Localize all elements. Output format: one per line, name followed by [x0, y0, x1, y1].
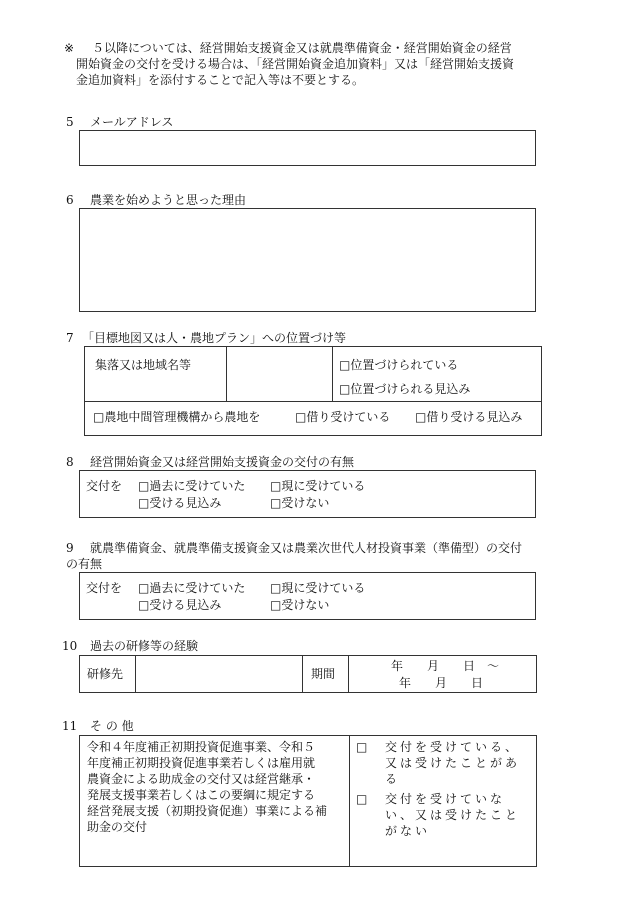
- prep-grant-option-expected[interactable]: □受ける見込み: [138, 598, 222, 612]
- section-11-number: 11: [62, 719, 78, 733]
- other-left-line: 令和４年度補正初期投資促進事業、令和５: [87, 740, 316, 754]
- other-left-line: 農資金による助成金の交付又は経営継承・: [87, 772, 316, 786]
- training-period-start[interactable]: 年 月 日 ～: [391, 659, 500, 673]
- other-left-line: 助金の交付: [87, 820, 148, 834]
- lease-option-leasing[interactable]: □借り受けている: [295, 410, 391, 424]
- training-table-divider: [135, 656, 136, 692]
- area-label: 集落又は地域名等: [95, 358, 192, 372]
- training-table: [79, 655, 537, 693]
- other-checkbox-received[interactable]: □: [356, 740, 368, 754]
- other-option-received: [385, 739, 520, 787]
- section-9-number: 9: [66, 541, 74, 555]
- plan-table-divider: [85, 401, 541, 402]
- prep-grant-option-none[interactable]: □受けない: [270, 598, 330, 612]
- note-line-1: ５以降については、経営開始支援資金又は就農準備資金・経営開始資金の経営: [92, 41, 512, 55]
- plan-table-divider: [226, 347, 227, 401]
- grant-status-box: [79, 470, 536, 518]
- plan-option-positioned[interactable]: □位置づけられている: [339, 358, 459, 372]
- reason-field[interactable]: [79, 208, 536, 312]
- training-period-label: 期間: [311, 667, 336, 681]
- plan-table: [84, 346, 542, 436]
- section-11-title: そ の 他: [90, 719, 134, 733]
- training-destination-label: 研修先: [87, 667, 124, 681]
- farmland-bank-label[interactable]: □農地中間管理機構から農地を: [93, 410, 261, 424]
- section-10-title: 過去の研修等の経験: [90, 639, 199, 653]
- prep-grant-status-label: 交付を: [86, 581, 123, 595]
- prep-grant-option-past[interactable]: □過去に受けていた: [138, 581, 246, 595]
- note-mark: ※: [64, 41, 75, 55]
- other-option-line: がない: [385, 824, 431, 838]
- section-9-title-line-1: 就農準備資金、就農準備支援資金又は農業次世代人材投資事業（準備型）の交付: [90, 541, 523, 555]
- training-table-divider: [302, 656, 303, 692]
- other-left-line: 経営発展支援（初期投資促進）事業による補: [87, 804, 328, 818]
- other-checkbox-not-received[interactable]: □: [356, 792, 368, 806]
- grant-status-label: 交付を: [86, 479, 123, 493]
- section-6-number: 6: [66, 193, 74, 207]
- section-7-title: 「目標地図又は人・農地プラン」への位置づけ等: [82, 331, 347, 345]
- other-table-divider: [349, 736, 350, 866]
- grant-option-current[interactable]: □現に受けている: [270, 479, 366, 493]
- other-option-not-received: [385, 791, 520, 839]
- other-option-line: 交付を受けていな: [385, 792, 506, 806]
- grant-option-expected[interactable]: □受ける見込み: [138, 496, 222, 510]
- plan-option-expected[interactable]: □位置づけられる見込み: [339, 382, 471, 396]
- plan-table-divider: [332, 347, 333, 401]
- other-left-line: 年度補正初期投資促進事業若しくは雇用就: [87, 756, 316, 770]
- section-8-number: 8: [66, 455, 74, 469]
- other-option-line: 又は受けたことがあ: [385, 756, 521, 770]
- other-table: [79, 735, 537, 867]
- note-line-2: 開始資金の交付を受ける場合は、「経営開始資金追加資料」又は「経営開始支援資: [76, 57, 515, 71]
- training-period-end[interactable]: 年 月 日: [399, 676, 484, 690]
- section-9-title-line-2: の有無: [66, 557, 103, 571]
- other-left-text: [87, 739, 349, 835]
- section-5-number: 5: [66, 115, 74, 129]
- section-5-title: メールアドレス: [90, 115, 174, 129]
- prep-grant-status-box: [79, 572, 536, 620]
- training-table-divider: [348, 656, 349, 692]
- note-line-3: 金追加資料」を添付することで記入等は不要とする。: [76, 73, 365, 87]
- section-10-number: 10: [62, 639, 78, 653]
- grant-option-past[interactable]: □過去に受けていた: [138, 479, 246, 493]
- section-6-title: 農業を始めようと思った理由: [90, 193, 247, 207]
- prep-grant-option-current[interactable]: □現に受けている: [270, 581, 366, 595]
- lease-option-expected[interactable]: □借り受ける見込み: [415, 410, 523, 424]
- other-option-line: る: [385, 772, 401, 786]
- section-7-number: 7: [66, 331, 74, 345]
- other-option-line: い、又は受けたこと: [385, 808, 521, 822]
- other-left-line: 発展支援事業若しくはこの要綱に規定する: [87, 788, 316, 802]
- grant-option-none[interactable]: □受けない: [270, 496, 330, 510]
- email-field[interactable]: [79, 130, 536, 166]
- section-8-title: 経営開始資金又は経営開始支援資金の交付の有無: [90, 455, 355, 469]
- other-option-line: 交付を受けている、: [385, 740, 521, 754]
